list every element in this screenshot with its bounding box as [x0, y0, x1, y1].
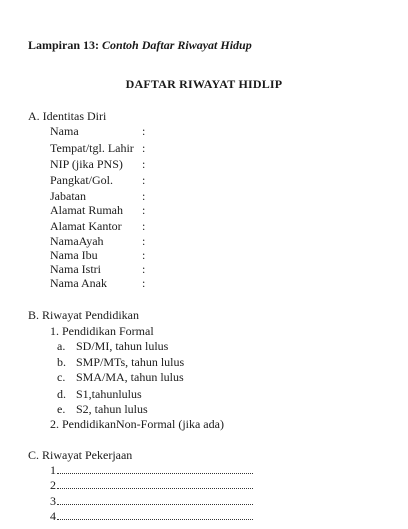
- line-number: 3: [50, 494, 56, 508]
- line-number: 2: [50, 478, 56, 492]
- list-marker: c.: [57, 370, 66, 384]
- field-child-name: Nama Anak: [50, 276, 107, 290]
- field-separator: :: [142, 248, 146, 262]
- field-separator: :: [142, 262, 146, 276]
- list-item-text: SD/MI, tahun lulus: [76, 339, 169, 353]
- list-marker: d.: [57, 387, 66, 401]
- list-item-text: SMA/MA, tahun lulus: [76, 370, 184, 384]
- field-wife-name: Nama Istri: [50, 262, 101, 276]
- field-separator: :: [142, 124, 146, 138]
- work-history-line: [50, 478, 253, 493]
- work-history-line: [50, 494, 253, 509]
- work-history-line: [50, 463, 253, 478]
- field-mother-name: Nama Ibu: [50, 248, 98, 262]
- fill-in-dots: [57, 494, 253, 505]
- appendix-heading: [28, 38, 252, 53]
- section-a-title: A. Identitas Diri: [28, 109, 107, 123]
- field-separator: :: [142, 157, 146, 171]
- document-title: DAFTAR RIWAYAT HIDLIP: [125, 77, 283, 91]
- field-home-address: Alamat Rumah: [50, 203, 123, 217]
- section-b-title: B. Riwayat Pendidikan: [28, 308, 139, 322]
- list-item-text: S2, tahun lulus: [76, 402, 148, 416]
- field-separator: :: [142, 276, 146, 290]
- list-item-text: S1,tahunlulus: [76, 387, 142, 401]
- field-separator: :: [142, 234, 146, 248]
- formal-education-heading: 1. Pendidikan Formal: [50, 324, 154, 338]
- line-number: 1: [50, 463, 56, 477]
- field-father-name: NamaAyah: [50, 234, 104, 248]
- field-nip: NIP (jika PNS): [50, 157, 123, 171]
- nonformal-education-heading: 2. PendidikanNon-Formal (jika ada): [50, 417, 224, 431]
- list-item-text: SMP/MTs, tahun lulus: [76, 355, 185, 369]
- field-birth: Tempat/tgl. Lahir: [50, 141, 134, 155]
- work-history-line: [50, 509, 253, 524]
- field-rank: Pangkat/Gol.: [50, 173, 113, 187]
- fill-in-dots: [57, 509, 253, 520]
- list-marker: e.: [57, 402, 66, 416]
- field-nama: Nama: [50, 124, 79, 138]
- section-c-title: C. Riwayat Pekerjaan: [28, 448, 133, 462]
- appendix-caption: Contoh Daftar Riwayat Hidup: [102, 38, 252, 52]
- list-marker: a.: [57, 339, 66, 353]
- field-separator: :: [142, 219, 146, 233]
- field-separator: :: [142, 203, 146, 217]
- field-separator: :: [142, 173, 146, 187]
- field-separator: :: [142, 141, 146, 155]
- appendix-label: Lampiran 13:: [28, 38, 100, 52]
- fill-in-dots: [57, 463, 253, 474]
- list-marker: b.: [57, 355, 66, 369]
- field-position: Jabatan: [50, 189, 86, 203]
- fill-in-dots: [57, 478, 253, 489]
- line-number: 4: [50, 509, 56, 523]
- field-office-address: Alamat Kantor: [50, 219, 122, 233]
- field-separator: :: [142, 189, 146, 203]
